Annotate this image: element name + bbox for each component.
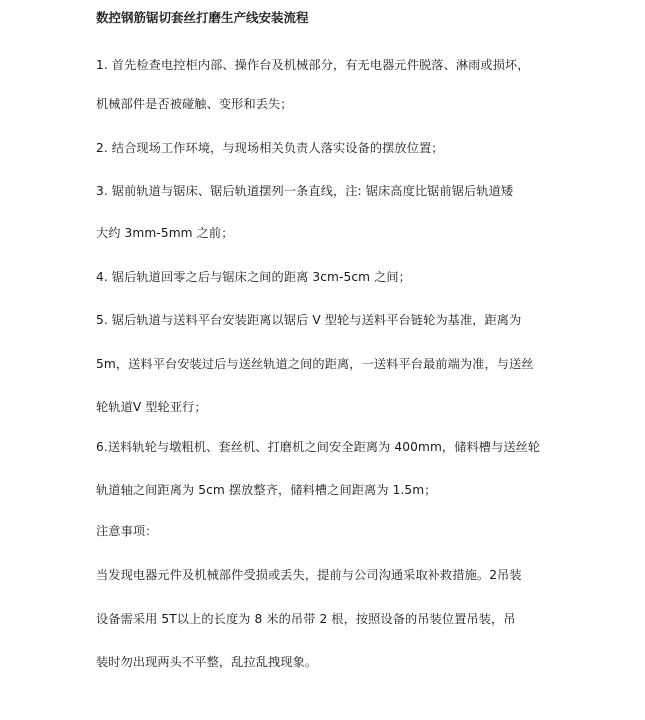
text-line-2: 机械部件是否被碰触、变形和丢失； bbox=[96, 97, 293, 111]
text-line-10: 6.送料轨轮与墩粗机、套丝机、打磨机之间安全距离为 400mm，储料槽与送丝轮 bbox=[96, 440, 541, 454]
text-line-3: 2. 结合现场工作环境，与现场相关负责人落实设备的摆放位置； bbox=[96, 141, 444, 155]
text-line-14: 设备需采用 5T以上的长度为 8 米的吊带 2 根，按照设备的吊装位置吊装，吊 bbox=[96, 612, 516, 626]
section-heading-notes: 注意事项： bbox=[96, 524, 158, 538]
text-line-4: 3. 锯前轨道与锯床、锯后轨道摆列一条直线，注: 锯床高度比锯前锯后轨道矮 bbox=[96, 184, 514, 198]
text-line-6: 4. 锯后轨道回零之后与锯床之间的距离 3cm-5cm 之间； bbox=[96, 270, 411, 284]
text-line-11: 轨道轴之间距离为 5cm 摆放整齐，储料槽之间距离为 1.5m； bbox=[96, 483, 437, 497]
text-line-15: 装时勿出现两头不平整，乱拉乱拽现象。 bbox=[96, 655, 318, 669]
text-line-9: 轮轨道V 型轮亚行； bbox=[96, 400, 207, 414]
text-line-1: 1. 首先检查电控柜内部、操作台及机械部分，有无电器元件脱落、淋雨或损坏， bbox=[96, 58, 530, 72]
text-line-8: 5m，送料平台安装过后与送丝轨道之间的距离，一送料平台最前端为准，与送丝 bbox=[96, 357, 534, 371]
text-line-5: 大约 3mm-5mm 之前； bbox=[96, 226, 234, 240]
document-title: 数控钢筋锯切套丝打磨生产线安装流程 bbox=[96, 10, 309, 25]
text-line-7: 5. 锯后轨道与送料平台安装距离以锯后 V 型轮与送料平台链轮为基准，距离为 bbox=[96, 313, 522, 327]
text-line-13: 当发现电器元件及机械部件受损或丢失，提前与公司沟通采取补救措施。2吊装 bbox=[96, 568, 522, 582]
